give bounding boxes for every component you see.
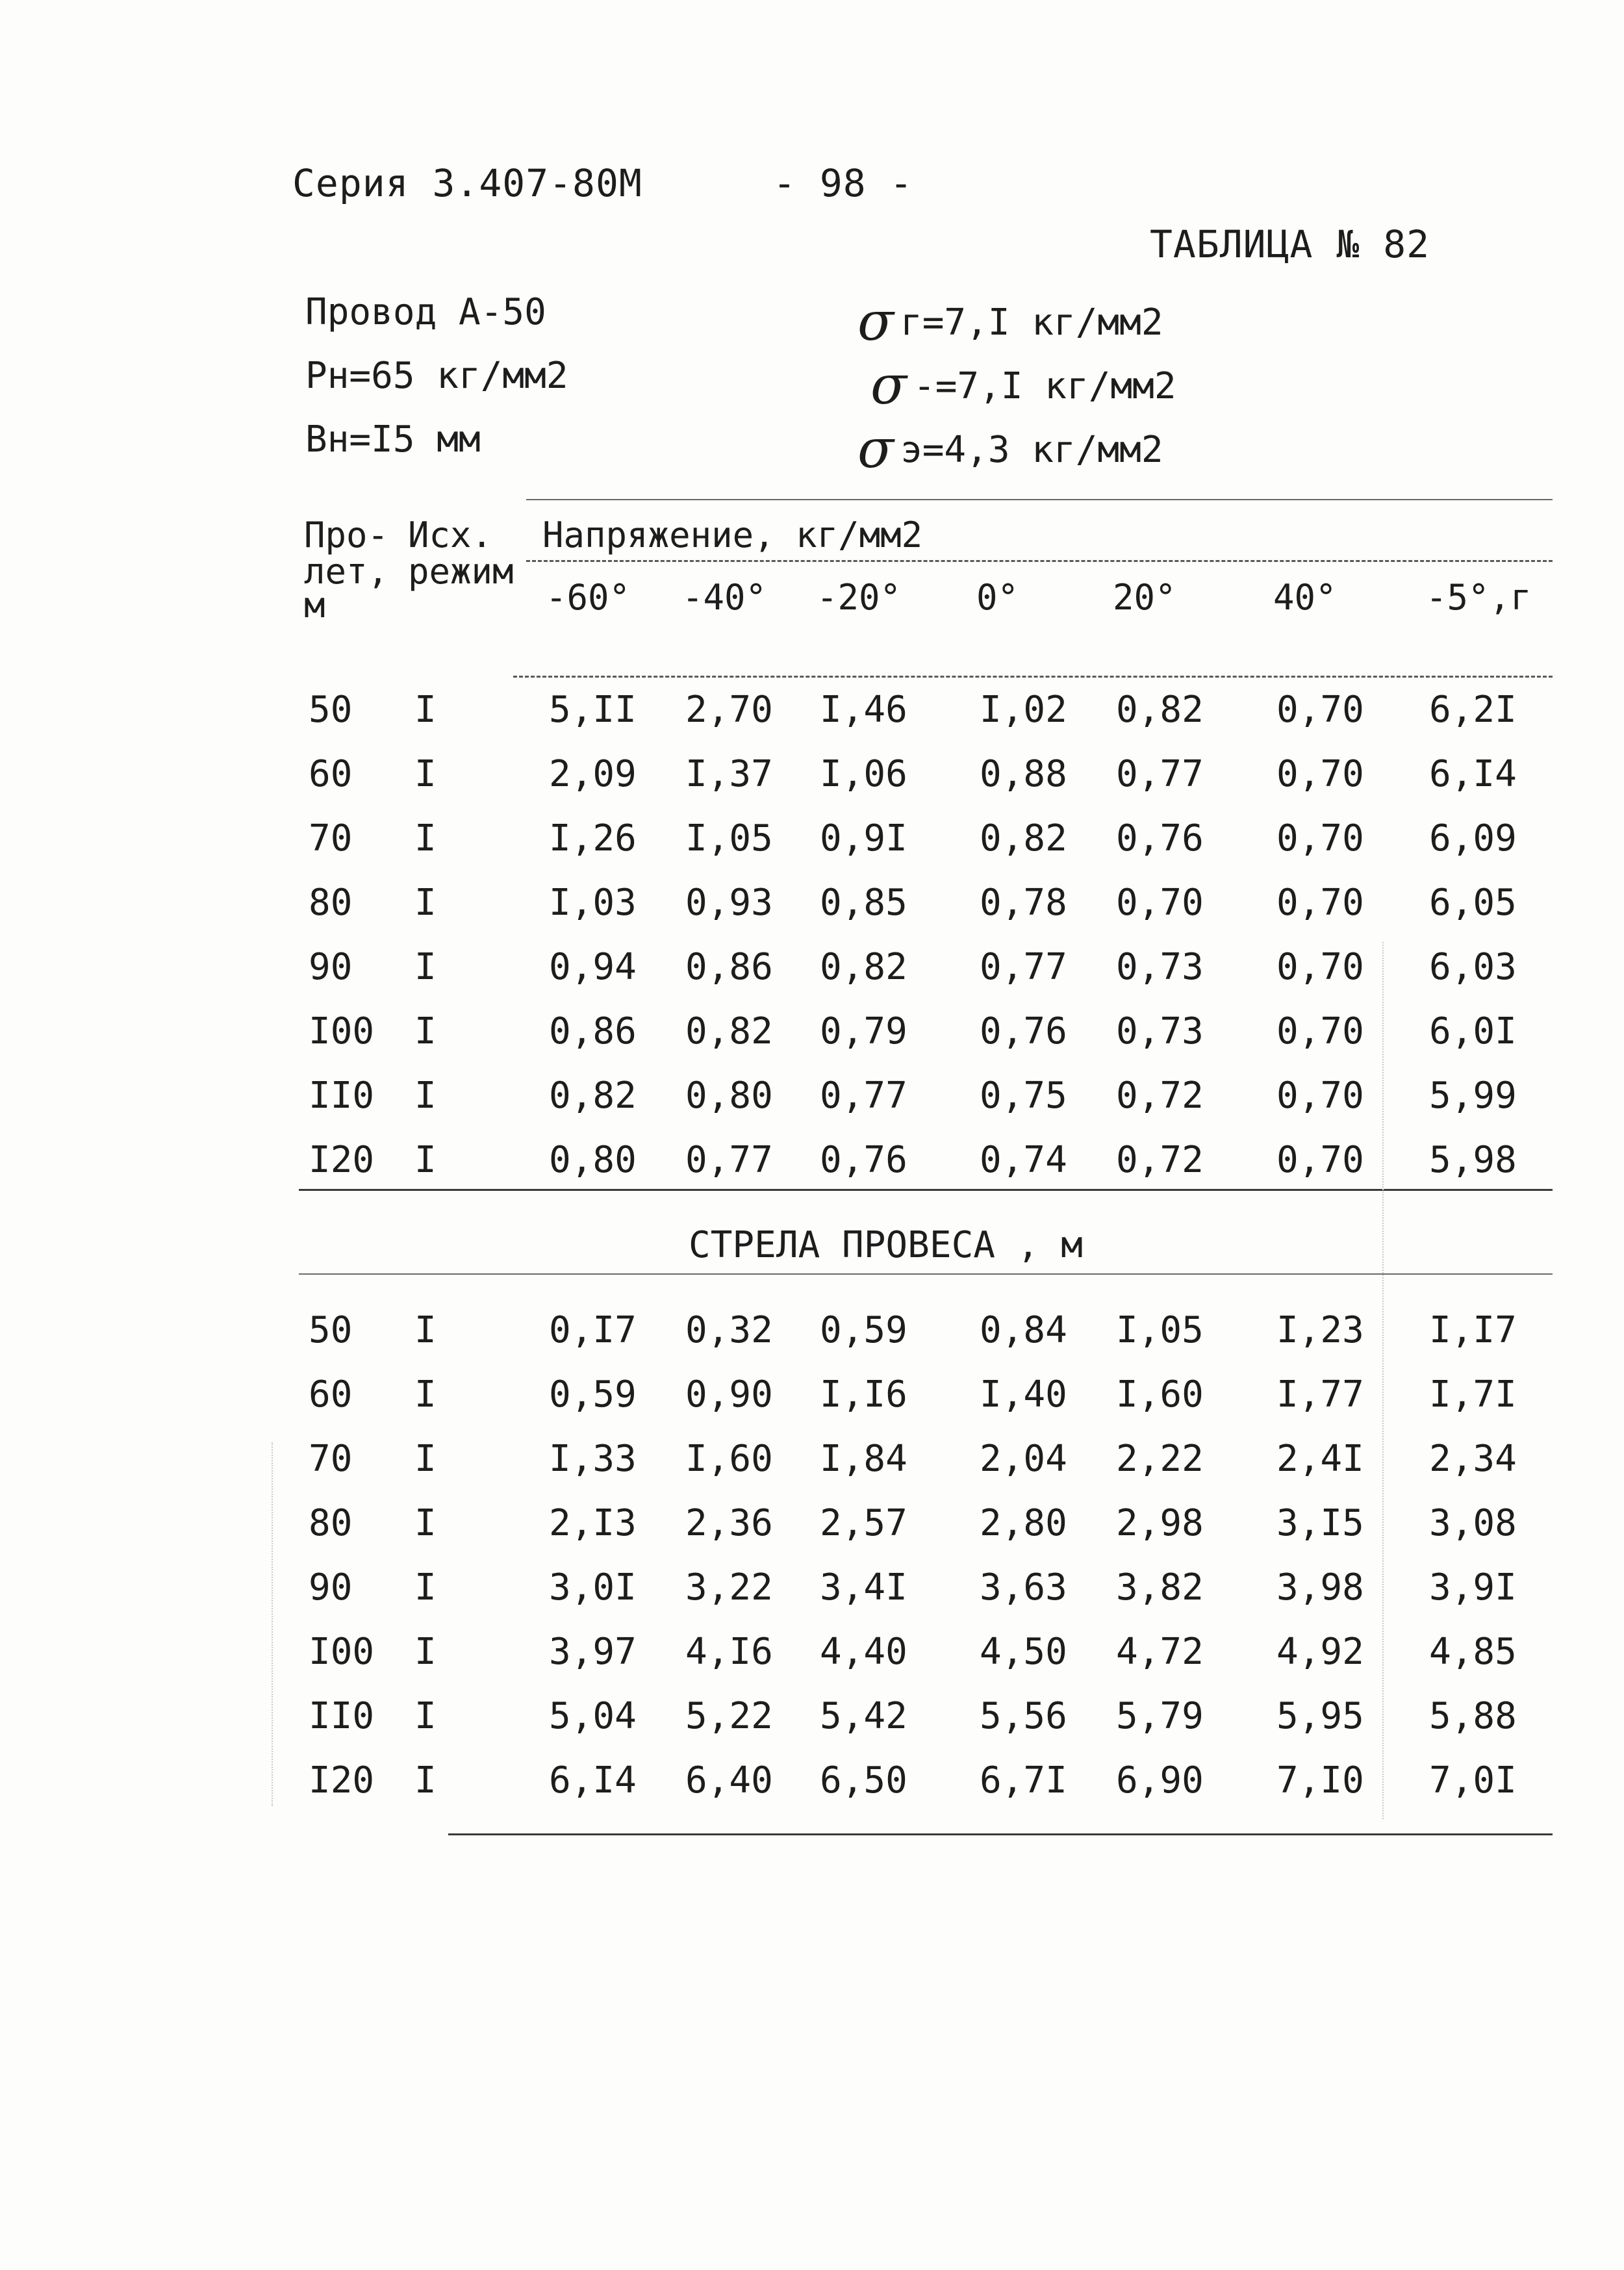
sag-span-cell: 50 — [309, 1309, 353, 1351]
sag-value-cell: 6,7I — [980, 1759, 1067, 1802]
mode-header-line1: Исх. — [408, 515, 493, 555]
sigma-e-value: э=4,3 кг/мм2 — [900, 429, 1163, 471]
stress-span-cell: 80 — [309, 882, 353, 924]
sag-value-cell: 3,4I — [820, 1566, 907, 1609]
temperature-header: 0° — [976, 577, 1019, 618]
stress-value-cell: 0,70 — [1276, 1075, 1364, 1117]
sag-value-cell: 2,80 — [980, 1502, 1067, 1544]
sag-value-cell: 3,I5 — [1276, 1502, 1364, 1544]
sigma-minus-param — [870, 350, 1176, 416]
stress-value-cell: 0,9I — [820, 817, 907, 860]
stress-span-cell: 50 — [309, 689, 353, 731]
stress-value-cell: 0,93 — [685, 882, 773, 924]
sag-value-cell: I,I7 — [1429, 1309, 1517, 1351]
page-number: - 98 - — [773, 161, 913, 205]
stress-span-cell: 60 — [309, 753, 353, 795]
sigma-symbol: σ — [857, 291, 894, 353]
stress-value-cell: I,02 — [980, 689, 1067, 731]
sag-value-cell: 4,85 — [1429, 1631, 1517, 1673]
stress-value-cell: 0,70 — [1276, 753, 1364, 795]
stress-value-cell: 0,76 — [980, 1010, 1067, 1052]
sag-value-cell: 3,22 — [685, 1566, 773, 1609]
stress-table-bottom-rule — [299, 1189, 1553, 1191]
sigma-e-param — [857, 413, 1163, 480]
sag-mode-cell: I — [414, 1373, 437, 1416]
sag-span-cell: I00 — [309, 1631, 375, 1673]
sag-value-cell: 5,56 — [980, 1695, 1067, 1737]
stress-value-cell: 0,70 — [1276, 946, 1364, 988]
sag-table-bottom-rule — [448, 1833, 1553, 1835]
sag-span-cell: 60 — [309, 1373, 353, 1416]
sag-value-cell: I,60 — [1116, 1373, 1204, 1416]
sag-value-cell: 3,08 — [1429, 1502, 1517, 1544]
sag-value-cell: 2,4I — [1276, 1438, 1364, 1480]
sag-mode-cell: I — [414, 1309, 437, 1351]
sag-value-cell: 4,I6 — [685, 1631, 773, 1673]
stress-value-cell: I,46 — [820, 689, 907, 731]
stress-header-underline — [526, 560, 1553, 562]
stress-value-cell: 6,05 — [1429, 882, 1517, 924]
span-header-line1: Про- — [304, 515, 389, 555]
sag-value-cell: 2,98 — [1116, 1502, 1204, 1544]
sag-value-cell: I,05 — [1116, 1309, 1204, 1351]
stress-value-cell: 0,77 — [1116, 753, 1204, 795]
stress-value-cell: I,37 — [685, 753, 773, 795]
stress-mode-cell: I — [414, 1010, 437, 1052]
stress-value-cell: 2,09 — [549, 753, 637, 795]
stress-value-cell: 0,76 — [1116, 817, 1204, 860]
stress-value-cell: 0,82 — [549, 1075, 637, 1117]
stress-value-cell: 5,II — [549, 689, 637, 731]
stress-value-cell: 0,72 — [1116, 1139, 1204, 1181]
sag-value-cell: 0,32 — [685, 1309, 773, 1351]
sag-value-cell: 0,84 — [980, 1309, 1067, 1351]
sag-mode-cell: I — [414, 1631, 437, 1673]
stress-span-cell: I00 — [309, 1010, 375, 1052]
sag-value-cell: 6,I4 — [549, 1759, 637, 1802]
sag-mode-cell: I — [414, 1438, 437, 1480]
stress-value-cell: 6,09 — [1429, 817, 1517, 860]
sag-section-title: СТРЕЛА ПРОВЕСА , м — [689, 1224, 1083, 1266]
sag-value-cell: 3,82 — [1116, 1566, 1204, 1609]
sigma-g-value: г=7,I кг/мм2 — [900, 301, 1163, 344]
sag-value-cell: 7,0I — [1429, 1759, 1517, 1802]
stress-value-cell: 6,03 — [1429, 946, 1517, 988]
stress-mode-cell: I — [414, 817, 437, 860]
temperature-header: -40° — [682, 577, 767, 618]
stress-mode-cell: I — [414, 689, 437, 731]
stress-value-cell: 0,82 — [980, 817, 1067, 860]
sag-value-cell: 3,63 — [980, 1566, 1067, 1609]
sag-value-cell: 5,04 — [549, 1695, 637, 1737]
stress-value-cell: 0,85 — [820, 882, 907, 924]
sag-value-cell: 0,59 — [549, 1373, 637, 1416]
table-number: ТАБЛИЦА № 82 — [1150, 222, 1430, 266]
sag-value-cell: 3,97 — [549, 1631, 637, 1673]
sag-value-cell: 5,22 — [685, 1695, 773, 1737]
span-header-line2: лет, — [304, 551, 389, 592]
sag-span-cell: 80 — [309, 1502, 353, 1544]
stress-value-cell: 0,82 — [820, 946, 907, 988]
stress-value-cell: I,06 — [820, 753, 907, 795]
sag-value-cell: 5,42 — [820, 1695, 907, 1737]
stress-value-cell: 0,82 — [685, 1010, 773, 1052]
stress-value-cell: 5,98 — [1429, 1139, 1517, 1181]
sag-title-rule — [299, 1273, 1553, 1275]
sag-value-cell: I,40 — [980, 1373, 1067, 1416]
stress-mode-cell: I — [414, 882, 437, 924]
sag-value-cell: 5,95 — [1276, 1695, 1364, 1737]
sigma-g-param — [857, 286, 1163, 353]
temperature-header: -5°,г — [1426, 577, 1532, 618]
ice-thickness-label: Вн=I5 мм — [305, 418, 481, 461]
sag-span-cell: 70 — [309, 1438, 353, 1480]
sag-value-cell: 3,98 — [1276, 1566, 1364, 1609]
stress-mode-cell: I — [414, 1075, 437, 1117]
sag-value-cell: 5,79 — [1116, 1695, 1204, 1737]
sag-value-cell: 2,04 — [980, 1438, 1067, 1480]
stress-mode-cell: I — [414, 753, 437, 795]
sag-mode-cell: I — [414, 1502, 437, 1544]
temperature-header: -60° — [546, 577, 631, 618]
sag-value-cell: 4,72 — [1116, 1631, 1204, 1673]
sag-value-cell: 6,90 — [1116, 1759, 1204, 1802]
stress-value-cell: 0,77 — [980, 946, 1067, 988]
sag-value-cell: I,84 — [820, 1438, 907, 1480]
stress-value-cell: 0,82 — [1116, 689, 1204, 731]
stress-value-cell: I,03 — [549, 882, 637, 924]
stress-value-cell: 0,74 — [980, 1139, 1067, 1181]
scan-mark — [272, 1442, 274, 1806]
sag-value-cell: 3,9I — [1429, 1566, 1517, 1609]
sigma-symbol: σ — [870, 355, 907, 416]
stress-value-cell: 0,79 — [820, 1010, 907, 1052]
table-top-rule — [526, 499, 1553, 500]
sag-value-cell: 7,I0 — [1276, 1759, 1364, 1802]
sag-span-cell: I20 — [309, 1759, 375, 1802]
stress-value-cell: 6,2I — [1429, 689, 1517, 731]
sag-value-cell: 2,36 — [685, 1502, 773, 1544]
stress-value-cell: 0,73 — [1116, 1010, 1204, 1052]
header-bottom-rule — [513, 676, 1553, 678]
temperature-header: -20° — [817, 577, 902, 618]
stress-span-cell: 70 — [309, 817, 353, 860]
stress-value-cell: 0,76 — [820, 1139, 907, 1181]
sag-value-cell: 0,59 — [820, 1309, 907, 1351]
sag-value-cell: 5,88 — [1429, 1695, 1517, 1737]
stress-value-cell: 0,75 — [980, 1075, 1067, 1117]
sag-value-cell: 4,92 — [1276, 1631, 1364, 1673]
sag-value-cell: 6,50 — [820, 1759, 907, 1802]
stress-header: Напряжение, кг/мм2 — [542, 515, 923, 555]
stress-value-cell: I,26 — [549, 817, 637, 860]
sag-value-cell: 0,90 — [685, 1373, 773, 1416]
stress-value-cell: 0,88 — [980, 753, 1067, 795]
stress-value-cell: 6,I4 — [1429, 753, 1517, 795]
stress-value-cell: 2,70 — [685, 689, 773, 731]
stress-value-cell: 0,80 — [685, 1075, 773, 1117]
stress-value-cell: 0,70 — [1276, 882, 1364, 924]
mode-header-line2: режим — [408, 551, 514, 592]
stress-span-cell: I20 — [309, 1139, 375, 1181]
stress-value-cell: 5,99 — [1429, 1075, 1517, 1117]
temperature-header: 20° — [1113, 577, 1176, 618]
stress-value-cell: 0,86 — [685, 946, 773, 988]
sag-value-cell: 2,57 — [820, 1502, 907, 1544]
ultimate-strength-label: Рн=65 кг/мм2 — [305, 355, 568, 397]
stress-value-cell: 0,77 — [820, 1075, 907, 1117]
sag-value-cell: 2,22 — [1116, 1438, 1204, 1480]
sag-mode-cell: I — [414, 1695, 437, 1737]
temperature-header: 40° — [1273, 577, 1337, 618]
stress-value-cell: 0,78 — [980, 882, 1067, 924]
scan-mark — [1382, 942, 1385, 1819]
stress-value-cell: I,05 — [685, 817, 773, 860]
stress-value-cell: 0,70 — [1116, 882, 1204, 924]
sag-span-cell: II0 — [309, 1695, 375, 1737]
stress-value-cell: 0,70 — [1276, 1139, 1364, 1181]
stress-value-cell: 0,77 — [685, 1139, 773, 1181]
sag-value-cell: I,I6 — [820, 1373, 907, 1416]
series-label: Серия 3.407-80М — [292, 161, 642, 205]
stress-value-cell: 0,86 — [549, 1010, 637, 1052]
sag-value-cell: I,60 — [685, 1438, 773, 1480]
sag-value-cell: 0,I7 — [549, 1309, 637, 1351]
sag-value-cell: I,33 — [549, 1438, 637, 1480]
sag-value-cell: 4,50 — [980, 1631, 1067, 1673]
conductor-label: Провод А-50 — [305, 291, 546, 333]
sag-value-cell: 2,I3 — [549, 1502, 637, 1544]
sag-value-cell: 6,40 — [685, 1759, 773, 1802]
sag-span-cell: 90 — [309, 1566, 353, 1609]
span-header-line3: м — [304, 585, 325, 626]
stress-value-cell: 0,70 — [1276, 1010, 1364, 1052]
sag-value-cell: I,23 — [1276, 1309, 1364, 1351]
sag-value-cell: 2,34 — [1429, 1438, 1517, 1480]
stress-value-cell: 0,94 — [549, 946, 637, 988]
stress-value-cell: 0,73 — [1116, 946, 1204, 988]
sag-value-cell: 3,0I — [549, 1566, 637, 1609]
stress-value-cell: 6,0I — [1429, 1010, 1517, 1052]
stress-mode-cell: I — [414, 946, 437, 988]
stress-span-cell: II0 — [309, 1075, 375, 1117]
sag-mode-cell: I — [414, 1566, 437, 1609]
stress-mode-cell: I — [414, 1139, 437, 1181]
stress-value-cell: 0,70 — [1276, 817, 1364, 860]
stress-value-cell: 0,70 — [1276, 689, 1364, 731]
stress-value-cell: 0,72 — [1116, 1075, 1204, 1117]
sag-value-cell: I,77 — [1276, 1373, 1364, 1416]
sigma-symbol: σ — [857, 418, 894, 480]
stress-span-cell: 90 — [309, 946, 353, 988]
sag-mode-cell: I — [414, 1759, 437, 1802]
stress-value-cell: 0,80 — [549, 1139, 637, 1181]
sigma-minus-value: -=7,I кг/мм2 — [913, 365, 1176, 407]
sag-value-cell: I,7I — [1429, 1373, 1517, 1416]
sag-value-cell: 4,40 — [820, 1631, 907, 1673]
